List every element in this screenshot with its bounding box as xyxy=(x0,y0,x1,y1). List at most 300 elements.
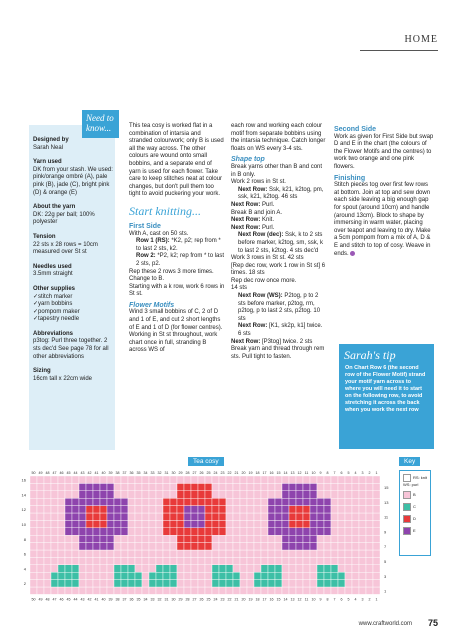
chart-cell xyxy=(345,535,352,542)
chart-cell xyxy=(359,535,366,542)
col-number-top: 1 xyxy=(375,471,378,475)
chart-cell xyxy=(233,491,240,498)
chart-cell xyxy=(366,476,373,483)
col-number-top: 40 xyxy=(101,471,106,475)
chart-cell xyxy=(79,572,86,579)
chart-cell xyxy=(275,483,282,490)
chart-cell xyxy=(51,476,58,483)
chart-cell xyxy=(289,528,296,535)
chart-cell xyxy=(121,543,128,550)
chart-cell xyxy=(142,580,149,587)
chart-cell xyxy=(44,528,51,535)
chart-cell xyxy=(317,565,324,572)
chart-cell xyxy=(128,572,135,579)
chart-cell xyxy=(261,528,268,535)
chart-cell xyxy=(226,520,233,527)
chart-cell xyxy=(282,565,289,572)
chart-cell xyxy=(226,513,233,520)
col-number-bottom: 40 xyxy=(101,597,106,602)
chart-cell xyxy=(317,550,324,557)
chart-cell xyxy=(289,535,296,542)
chart-cell xyxy=(58,543,65,550)
col-number-bottom: 15 xyxy=(276,597,281,602)
chart-cell xyxy=(100,580,107,587)
chart-cell xyxy=(30,572,37,579)
chart-cell xyxy=(240,506,247,513)
col-number-bottom: 7 xyxy=(333,597,336,602)
instruction: Rep these 2 rows 3 more times. xyxy=(129,268,214,275)
chart-cell xyxy=(156,557,163,564)
key-swatch xyxy=(403,474,411,482)
chart-cell xyxy=(233,528,240,535)
chart-cell xyxy=(72,572,79,579)
chart-cell xyxy=(317,491,324,498)
chart-cell xyxy=(51,528,58,535)
chart-cell xyxy=(93,550,100,557)
chart-cell xyxy=(128,557,135,564)
chart-cell xyxy=(44,520,51,527)
chart-cell xyxy=(254,543,261,550)
chart-cell xyxy=(128,528,135,535)
chart-cell xyxy=(219,535,226,542)
chart-cell xyxy=(338,535,345,542)
chart-cell xyxy=(303,565,310,572)
key-item: RS: knit WS: purl xyxy=(403,475,428,487)
chart-cell xyxy=(282,506,289,513)
chart-cell xyxy=(275,543,282,550)
chart-cell xyxy=(296,491,303,498)
row-number-left: 12 xyxy=(21,507,26,513)
chart-cell xyxy=(184,587,191,594)
chart-cell xyxy=(44,506,51,513)
chart-cell xyxy=(268,483,275,490)
chart-cell xyxy=(303,491,310,498)
chart-cell xyxy=(233,572,240,579)
chart-cell xyxy=(345,550,352,557)
col-number-bottom: 11 xyxy=(304,597,309,602)
chart-cell xyxy=(373,543,380,550)
need-to-know-title: Need to know... xyxy=(82,110,119,138)
chart-cell xyxy=(261,506,268,513)
chart-cell xyxy=(303,557,310,564)
chart-cell xyxy=(261,535,268,542)
chart-cell xyxy=(198,498,205,505)
chart-cell xyxy=(149,565,156,572)
chart-cell xyxy=(114,506,121,513)
chart-cell xyxy=(317,572,324,579)
chart-cell xyxy=(240,557,247,564)
chart-cell xyxy=(296,557,303,564)
chart-cell xyxy=(86,520,93,527)
chart-cell xyxy=(114,498,121,505)
chart-cell xyxy=(156,543,163,550)
chart-cell xyxy=(191,557,198,564)
chart-cell xyxy=(352,535,359,542)
chart-cell xyxy=(156,572,163,579)
chart-cell xyxy=(282,550,289,557)
chart-cell xyxy=(198,520,205,527)
chart-cell xyxy=(30,520,37,527)
chart-cell xyxy=(317,535,324,542)
chart-cell xyxy=(114,580,121,587)
chart-cell xyxy=(79,513,86,520)
chart-cell xyxy=(310,513,317,520)
chart-cell xyxy=(86,513,93,520)
col-number-top: 8 xyxy=(326,471,329,475)
chart-cell xyxy=(352,491,359,498)
col-number-bottom: 32 xyxy=(157,597,162,602)
instruction: Next Row (WS): P2tog, p to 2 sts before marker, p2tog, rm, p2tog, p to last 2 sts, p2tog. 10 sts xyxy=(238,293,321,322)
chart-cell xyxy=(205,580,212,587)
chart-cell xyxy=(198,557,205,564)
chart-cell xyxy=(366,520,373,527)
chart-cell xyxy=(44,557,51,564)
col-number-top: 18 xyxy=(255,471,260,475)
chart-cell xyxy=(233,520,240,527)
col-number-top: 48 xyxy=(45,471,50,475)
chart-cell xyxy=(100,498,107,505)
chart-cell xyxy=(184,491,191,498)
chart-cell xyxy=(254,572,261,579)
chart-cell xyxy=(247,587,254,594)
chart-cell xyxy=(317,506,324,513)
chart-cell xyxy=(338,520,345,527)
chart-cell xyxy=(254,498,261,505)
chart-cell xyxy=(205,587,212,594)
chart-cell xyxy=(226,528,233,535)
chart-cell xyxy=(296,543,303,550)
chart-cell xyxy=(310,572,317,579)
chart-cell xyxy=(282,528,289,535)
chart-cell xyxy=(345,498,352,505)
chart-cell xyxy=(177,550,184,557)
chart-cell xyxy=(135,572,142,579)
chart-cell xyxy=(324,587,331,594)
chart-cell xyxy=(149,587,156,594)
chart-cell xyxy=(212,580,219,587)
row-number-right: 15 xyxy=(384,484,389,490)
chart-cell xyxy=(289,565,296,572)
col-number-bottom: 36 xyxy=(129,597,134,602)
chart-cell xyxy=(268,587,275,594)
chart-cell xyxy=(282,543,289,550)
chart-cell xyxy=(303,476,310,483)
chart-cell xyxy=(247,557,254,564)
chart-cell xyxy=(100,476,107,483)
col-number-top: 36 xyxy=(129,471,134,475)
chart-cell xyxy=(247,476,254,483)
chart-cell xyxy=(198,572,205,579)
col-number-top: 7 xyxy=(333,471,336,475)
col-number-bottom: 3 xyxy=(361,597,364,602)
chart-cell xyxy=(191,580,198,587)
chart-cell xyxy=(296,520,303,527)
chart-cell xyxy=(135,557,142,564)
col-number-bottom: 17 xyxy=(262,597,267,602)
chart-cell xyxy=(191,528,198,535)
chart-cell xyxy=(107,535,114,542)
col-number-top: 37 xyxy=(122,471,127,475)
chart-cell xyxy=(338,513,345,520)
chart-cell xyxy=(212,520,219,527)
chart-cell xyxy=(72,580,79,587)
chart-cell xyxy=(212,557,219,564)
col-number-bottom: 50 xyxy=(31,597,36,602)
chart-cell xyxy=(135,506,142,513)
chart-cell xyxy=(93,565,100,572)
abbr-label: Abbreviations xyxy=(33,330,74,337)
chart-cell xyxy=(296,565,303,572)
chart-cell xyxy=(296,580,303,587)
chart-cell xyxy=(86,498,93,505)
chart-cell xyxy=(58,535,65,542)
chart-cell xyxy=(79,476,86,483)
chart-cell xyxy=(65,491,72,498)
chart-cell xyxy=(373,520,380,527)
chart-cell xyxy=(226,580,233,587)
chart-cell xyxy=(93,506,100,513)
chart-cell xyxy=(170,557,177,564)
chart-cell xyxy=(366,491,373,498)
chart-cell xyxy=(310,580,317,587)
chart-cell xyxy=(30,513,37,520)
chart-cell xyxy=(51,580,58,587)
chart-cell xyxy=(44,550,51,557)
chart-cell xyxy=(254,557,261,564)
chart-cell xyxy=(324,580,331,587)
chart-cell xyxy=(170,543,177,550)
chart-cell xyxy=(338,506,345,513)
chart-cell xyxy=(205,543,212,550)
chart-cell xyxy=(219,587,226,594)
col-number-bottom: 4 xyxy=(354,597,357,602)
chart-cell xyxy=(170,587,177,594)
col-number-top: 29 xyxy=(178,471,183,475)
chart-cell xyxy=(310,476,317,483)
chart-cell xyxy=(282,535,289,542)
chart-cell xyxy=(254,565,261,572)
chart-cell xyxy=(261,587,268,594)
col-number-bottom: 24 xyxy=(213,597,218,602)
chart-cell xyxy=(275,491,282,498)
chart-cell xyxy=(352,550,359,557)
chart-cell xyxy=(233,513,240,520)
chart-cell xyxy=(212,498,219,505)
chart-cell xyxy=(373,587,380,594)
chart-cell xyxy=(37,535,44,542)
chart-cell xyxy=(93,520,100,527)
chart-cell xyxy=(282,580,289,587)
chart-cell xyxy=(233,587,240,594)
chart-cell xyxy=(30,476,37,483)
col-number-top: 43 xyxy=(80,471,85,475)
chart-cell xyxy=(345,528,352,535)
chart-cell xyxy=(37,557,44,564)
chart-cell xyxy=(359,550,366,557)
chart-cell xyxy=(338,491,345,498)
chart-cell xyxy=(226,543,233,550)
chart-cell xyxy=(121,513,128,520)
chart-cell xyxy=(205,565,212,572)
chart-cell xyxy=(359,587,366,594)
row-number-left: 2 xyxy=(23,581,26,587)
chart-cell xyxy=(282,557,289,564)
chart-cell xyxy=(184,520,191,527)
chart-cell xyxy=(149,483,156,490)
chart-cell xyxy=(198,476,205,483)
col-number-top: 14 xyxy=(283,471,288,475)
chart-cell xyxy=(30,498,37,505)
chart-cell xyxy=(142,476,149,483)
chart-cell xyxy=(30,580,37,587)
chart-cell xyxy=(317,513,324,520)
chart-cell xyxy=(184,580,191,587)
chart-cell xyxy=(303,587,310,594)
chart-cell xyxy=(93,498,100,505)
instruction: Work as given for First Side but swap D and E in the chart (the colours of the Flower Motifs and the centres) to work two orange and one pink flowers. xyxy=(334,133,434,170)
chart-cell xyxy=(191,550,198,557)
chart-cell xyxy=(373,557,380,564)
chart-cell xyxy=(135,580,142,587)
chart-cell xyxy=(289,520,296,527)
chart-cell xyxy=(142,491,149,498)
chart-cell xyxy=(303,535,310,542)
chart-cell xyxy=(149,572,156,579)
col-number-bottom: 1 xyxy=(375,597,378,602)
chart-cell xyxy=(324,550,331,557)
chart-cell xyxy=(177,483,184,490)
chart-cell xyxy=(205,513,212,520)
tip-title: Sarah's tip xyxy=(344,348,396,362)
chart-cell xyxy=(58,483,65,490)
chart-cell xyxy=(247,498,254,505)
chart-cell xyxy=(135,535,142,542)
chart-cell xyxy=(205,535,212,542)
chart-cell xyxy=(324,513,331,520)
col-number-bottom: 5 xyxy=(347,597,350,602)
chart-cell xyxy=(100,550,107,557)
chart-cell xyxy=(338,565,345,572)
chart-cell xyxy=(275,557,282,564)
chart-cell xyxy=(310,565,317,572)
chart-cell xyxy=(191,498,198,505)
chart-cell xyxy=(128,498,135,505)
chart-cell xyxy=(30,528,37,535)
chart-cell xyxy=(331,550,338,557)
chart-cell xyxy=(79,587,86,594)
instruction: Break yarn and thread through rem sts. Pull tight to fasten. xyxy=(231,346,325,360)
chart-cell xyxy=(310,506,317,513)
chart-cell xyxy=(163,557,170,564)
chart-cell xyxy=(142,483,149,490)
chart-cell xyxy=(324,491,331,498)
chart-cell xyxy=(30,491,37,498)
col-number-bottom: 8 xyxy=(326,597,329,602)
chart-cell xyxy=(324,520,331,527)
chart-cell xyxy=(254,520,261,527)
col-number-bottom: 33 xyxy=(150,597,155,602)
chart-cell xyxy=(373,513,380,520)
chart-cell xyxy=(184,565,191,572)
chart-cell xyxy=(219,528,226,535)
chart-cell xyxy=(177,513,184,520)
col-number-bottom: 20 xyxy=(241,597,246,602)
key-tag: Key xyxy=(399,457,420,466)
chart-cell xyxy=(100,491,107,498)
chart-cell xyxy=(30,543,37,550)
tea-cosy-chart xyxy=(14,466,394,610)
col-number-top: 3 xyxy=(361,471,364,475)
instruction: Row 2: *P2, k2; rep from * to last 2 sts, p2. xyxy=(136,253,225,267)
chart-cell xyxy=(226,550,233,557)
chart-cell xyxy=(170,550,177,557)
chart-cell xyxy=(289,491,296,498)
chart-cell xyxy=(268,476,275,483)
chart-cell xyxy=(198,543,205,550)
sizing-text: 16cm tall x 22cm wide xyxy=(33,375,93,382)
key-swatch xyxy=(403,491,411,499)
col-number-top: 15 xyxy=(276,471,281,475)
chart-cell xyxy=(58,506,65,513)
chart-cell xyxy=(163,572,170,579)
chart-cell xyxy=(100,483,107,490)
chart-cell xyxy=(170,476,177,483)
chart-cell xyxy=(128,580,135,587)
chart-cell xyxy=(184,572,191,579)
chart-cell xyxy=(163,550,170,557)
chart-cell xyxy=(317,528,324,535)
chart-cell xyxy=(65,528,72,535)
chart-cell xyxy=(303,483,310,490)
chart-cell xyxy=(163,535,170,542)
chart-cell xyxy=(177,543,184,550)
chart-cell xyxy=(240,498,247,505)
col-number-top: 49 xyxy=(38,471,43,475)
chart-cell xyxy=(212,491,219,498)
chart-cell xyxy=(289,550,296,557)
chart-cell xyxy=(191,491,198,498)
chart-cell xyxy=(93,587,100,594)
chart-cell xyxy=(345,587,352,594)
chart-cell xyxy=(310,491,317,498)
chart-cell xyxy=(296,513,303,520)
chart-cell xyxy=(331,506,338,513)
chart-cell xyxy=(170,565,177,572)
chart-cell xyxy=(107,572,114,579)
chart-cell xyxy=(240,565,247,572)
chart-cell xyxy=(149,580,156,587)
chart-cell xyxy=(184,506,191,513)
chart-cell xyxy=(289,483,296,490)
col-number-bottom: 30 xyxy=(171,597,176,602)
chart-cell xyxy=(163,520,170,527)
chart-cell xyxy=(254,535,261,542)
chart-cell xyxy=(268,528,275,535)
chart-cell xyxy=(177,580,184,587)
chart-cell xyxy=(114,543,121,550)
col-number-top: 24 xyxy=(213,471,218,475)
chart-cell xyxy=(310,557,317,564)
col-number-top: 32 xyxy=(157,471,162,475)
chart-cell xyxy=(93,535,100,542)
chart-cell xyxy=(240,543,247,550)
chart-cell xyxy=(107,506,114,513)
chart-cell xyxy=(289,587,296,594)
chart-cell xyxy=(303,498,310,505)
chart-cell xyxy=(268,535,275,542)
chart-cell xyxy=(149,476,156,483)
chart-cell xyxy=(163,543,170,550)
